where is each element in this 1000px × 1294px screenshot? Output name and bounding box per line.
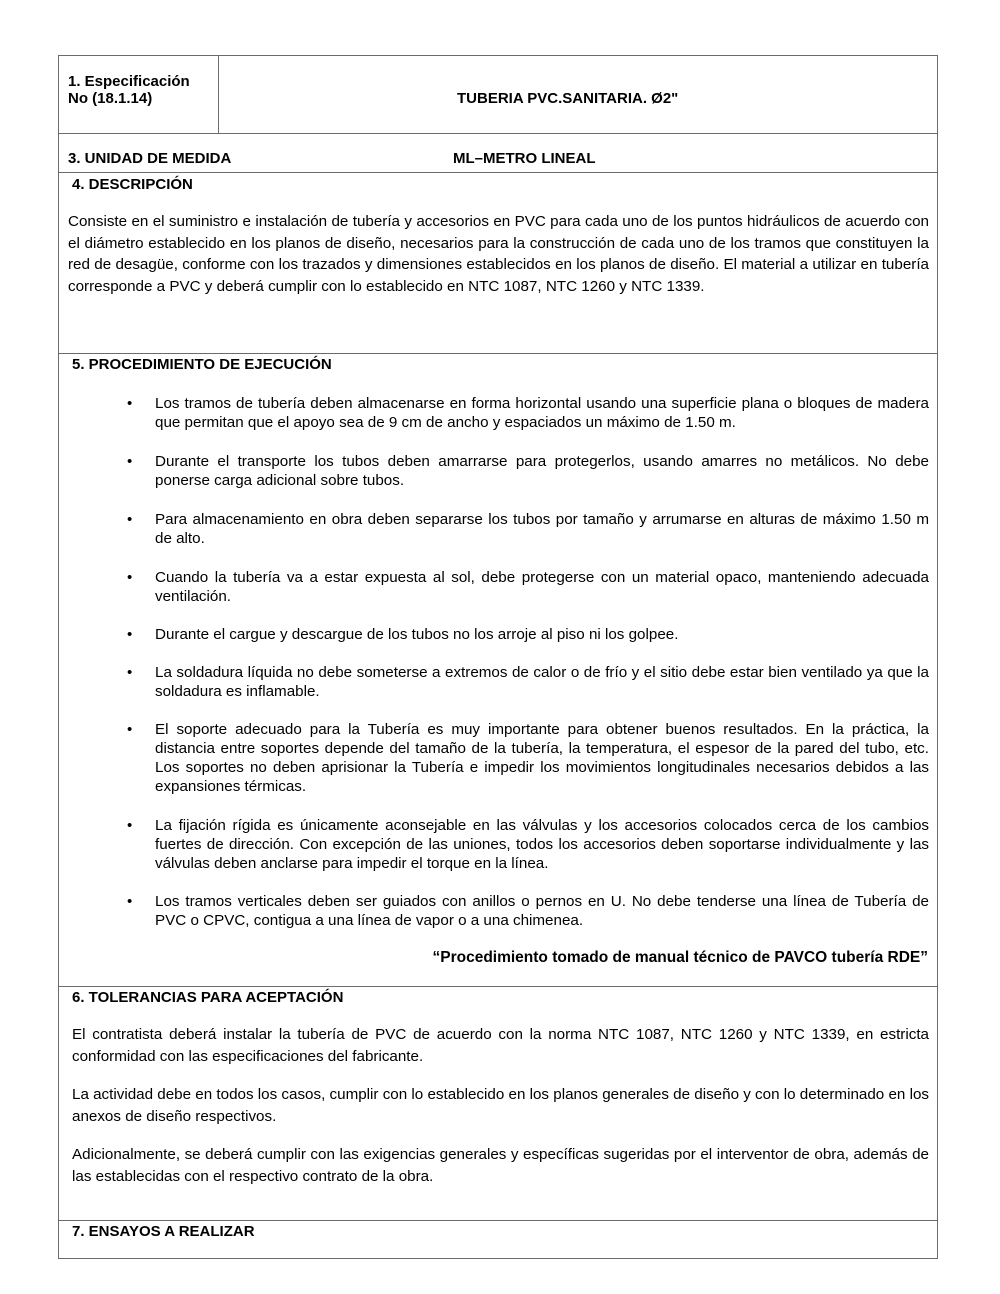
divider <box>59 986 937 987</box>
procedure-item: • La soldadura líquida no debe someterse a extremos de calor o de frío y el sitio debe estar bien ventilado ya que la soldadura es inflamable. <box>127 664 929 700</box>
bullet-icon: • <box>127 626 133 643</box>
procedure-item: • El soporte adecuado para la Tubería es muy importante para obtener buenos resultados. En la práctica, la distancia entre soportes depende del tamaño de la tubería, la temperatura, el espesor de la pared del tubo, etc. Los soportes no deben aprisionar la Tubería e impedir los movimientos longitudinales necesarios debidos a las expansiones térmicas. <box>127 721 929 795</box>
bullet-icon: • <box>127 893 133 910</box>
procedure-item: • Los tramos verticales deben ser guiados con anillos o pernos en U. No debe tenderse una línea de Tubería de PVC o CPVC, contigua a una línea de vapor o a una chimenea. <box>127 893 929 929</box>
bullet-icon: • <box>127 569 133 586</box>
unit-label: 3. UNIDAD DE MEDIDA <box>68 150 232 167</box>
tests-heading: 7. ENSAYOS A REALIZAR <box>72 1223 255 1240</box>
unit-value: ML–METRO LINEAL <box>453 150 596 167</box>
bullet-icon: • <box>127 453 133 470</box>
spec-column-divider <box>218 56 219 133</box>
spec-number-label <box>68 73 216 107</box>
tolerances-paragraph: El contratista deberá instalar la tubería de PVC de acuerdo con la norma NTC 1087, NTC 1260 y NTC 1339, en estricta conformidad con las especificaciones del fabricante. <box>72 1026 929 1065</box>
bullet-icon: • <box>127 817 133 834</box>
specification-sheet <box>58 55 938 1259</box>
description-text: Consiste en el suministro e instalación de tubería y accesorios en PVC para cada uno de los puntos hidráulicos de acuerdo con el diámetro establecido en los planos de diseño, necesarios para la construcción de cada uno de los tramos que constituyen la red de desagüe, conforme con los trazados y dimensiones establecidos en los planos de diseño. El material a utilizar en tubería corresponde a PVC y deberá cumplir con lo establecido en NTC 1087, NTC 1260 y NTC 1339. <box>68 213 929 295</box>
procedure-item: • Durante el cargue y descargue de los tubos no los arroje al piso ni los golpee. <box>127 626 679 643</box>
procedure-source-note: “Procedimiento tomado de manual técnico de PAVCO tubería RDE” <box>432 949 928 966</box>
divider <box>59 133 937 134</box>
divider <box>59 172 937 173</box>
spec-label-line2: No (18.1.14) <box>68 90 153 107</box>
bullet-icon: • <box>127 721 133 738</box>
bullet-icon: • <box>127 395 133 412</box>
bullet-icon: • <box>127 664 133 681</box>
divider <box>59 353 937 354</box>
description-heading: 4. DESCRIPCIÓN <box>72 176 193 193</box>
tolerances-paragraph: Adicionalmente, se deberá cumplir con las exigencias generales y específicas sugeridas por el interventor de obra, además de las establecidas con el respectivo contrato de la obra. <box>72 1146 929 1185</box>
procedure-item: • Los tramos de tubería deben almacenarse en forma horizontal usando una superficie plana o bloques de madera que permitan que el apoyo sea de 9 cm de ancho y espaciados un máximo de 1.50 m. <box>127 395 929 431</box>
spec-title: TUBERIA PVC.SANITARIA. Ø2" <box>457 90 679 107</box>
tolerances-heading: 6. TOLERANCIAS PARA ACEPTACIÓN <box>72 989 344 1006</box>
divider <box>59 1220 937 1221</box>
spec-label-line1: 1. Especificación <box>68 73 190 90</box>
procedure-heading: 5. PROCEDIMIENTO DE EJECUCIÓN <box>72 356 332 373</box>
procedure-item: • Durante el transporte los tubos deben amarrarse para protegerlos, usando amarres no metálicos. No debe ponerse carga adicional sobre tubos. <box>127 453 929 489</box>
procedure-item: • La fijación rígida es únicamente aconsejable en las válvulas y los accesorios colocados cerca de los cambios fuertes de dirección. Con excepción de las uniones, todos los accesorios deben soportarse individualmente y las válvulas deben anclarse para impedir el torque en la línea. <box>127 817 929 872</box>
bullet-icon: • <box>127 511 133 528</box>
tolerances-paragraph: La actividad debe en todos los casos, cumplir con lo establecido en los planos generales de diseño y con lo determinado en los anexos de diseño respectivos. <box>72 1086 929 1125</box>
procedure-item: • Para almacenamiento en obra deben separarse los tubos por tamaño y arrumarse en alturas de máximo 1.50 m de alto. <box>127 511 929 547</box>
procedure-item: • Cuando la tubería va a estar expuesta al sol, debe protegerse con un material opaco, manteniendo adecuada ventilación. <box>127 569 929 605</box>
